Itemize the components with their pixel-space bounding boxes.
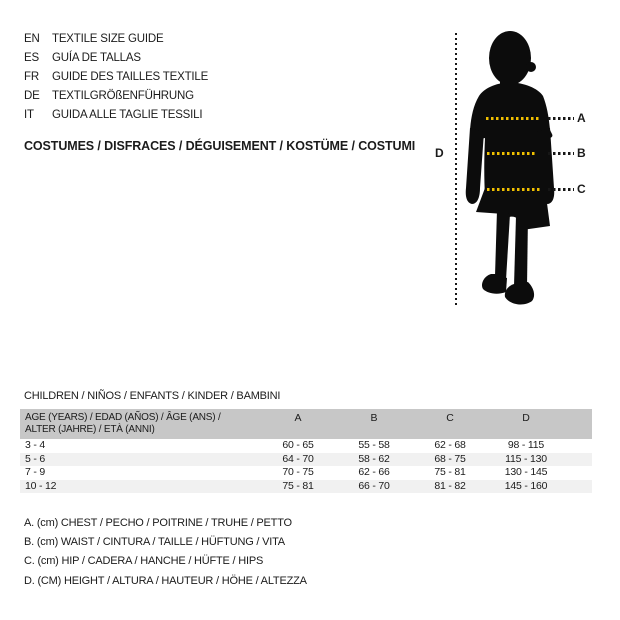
hip-cell: 62 - 68 bbox=[434, 439, 466, 451]
height-cell: 145 - 160 bbox=[504, 479, 548, 492]
hip-measure-leader-line bbox=[548, 188, 574, 191]
measurement-legend bbox=[24, 514, 307, 591]
column-header-a: A bbox=[294, 412, 302, 424]
waist-cell: 58 - 62 bbox=[358, 452, 390, 465]
page-title: COSTUMES / DISFRACES / DÉGUISEMENT / KOSTÜME / COSTUMI bbox=[24, 139, 416, 153]
height-measure-dotted-line bbox=[455, 33, 457, 307]
size-table bbox=[20, 409, 592, 493]
language-row-fr bbox=[24, 68, 208, 87]
language-label: GUIDA ALLE TAGLIE TESSILI bbox=[52, 109, 203, 121]
waist-measure-leader-line bbox=[548, 152, 574, 155]
chest-cell: 75 - 81 bbox=[282, 479, 314, 492]
age-cell: 5 - 6 bbox=[25, 452, 46, 465]
chest-measure-dotted-line bbox=[486, 117, 539, 120]
age-column-header-line2: ALTER (JAHRE) / ETÀ (ANNI) bbox=[25, 424, 155, 435]
table-row bbox=[20, 453, 592, 467]
column-header-c: C bbox=[446, 412, 454, 424]
language-row-en bbox=[24, 30, 208, 49]
row-right-spacer bbox=[564, 453, 592, 467]
language-row-es bbox=[24, 49, 208, 68]
language-code: FR bbox=[24, 71, 39, 83]
measure-label-d: D bbox=[435, 146, 444, 160]
measure-label-c: C bbox=[577, 182, 586, 196]
height-cell: 98 - 115 bbox=[507, 439, 545, 451]
child-silhouette-icon bbox=[460, 30, 560, 308]
language-label: TEXTILE SIZE GUIDE bbox=[52, 33, 164, 45]
hip-cell: 81 - 82 bbox=[434, 479, 466, 492]
waist-cell: 62 - 66 bbox=[358, 466, 390, 478]
language-row-it bbox=[24, 106, 208, 125]
language-code: IT bbox=[24, 109, 34, 121]
measure-label-b: B bbox=[577, 146, 586, 160]
language-label: GUIDE DES TAILLES TEXTILE bbox=[52, 71, 209, 83]
row-right-spacer bbox=[564, 466, 592, 480]
language-label: GUÍA DE TALLAS bbox=[52, 52, 141, 64]
chest-measure-leader-line bbox=[548, 117, 574, 120]
language-code: ES bbox=[24, 52, 39, 64]
height-cell: 130 - 145 bbox=[504, 466, 548, 478]
measure-label-a: A bbox=[577, 111, 586, 125]
language-guide-list bbox=[24, 30, 208, 125]
size-table-header bbox=[20, 409, 592, 439]
row-right-spacer bbox=[564, 439, 592, 453]
language-code: EN bbox=[24, 33, 40, 45]
table-row bbox=[20, 466, 592, 480]
hip-measure-dotted-line bbox=[487, 188, 540, 191]
legend-item-hip: C. (cm) HIP / CADERA / HANCHE / HÜFTE / HIPS bbox=[24, 555, 264, 568]
children-section-title: CHILDREN / NIÑOS / ENFANTS / KINDER / BAMBINI bbox=[24, 390, 281, 402]
age-column-header bbox=[20, 409, 260, 436]
language-code: DE bbox=[24, 90, 40, 102]
chest-cell: 64 - 70 bbox=[282, 452, 314, 465]
table-row bbox=[20, 480, 592, 494]
chest-cell: 60 - 65 bbox=[282, 439, 314, 451]
waist-cell: 55 - 58 bbox=[358, 439, 390, 451]
language-label: TEXTILGRÖßENFÜHRUNG bbox=[52, 90, 194, 102]
age-cell: 7 - 9 bbox=[25, 466, 46, 478]
age-column-header-line1: AGE (YEARS) / EDAD (AÑOS) / ÂGE (ANS) / bbox=[25, 412, 221, 423]
table-row bbox=[20, 439, 592, 453]
waist-cell: 66 - 70 bbox=[358, 479, 390, 492]
legend-item-height: D. (CM) HEIGHT / ALTURA / HAUTEUR / HÖHE / ALTEZZA bbox=[24, 574, 307, 587]
row-right-spacer bbox=[564, 480, 592, 494]
chest-cell: 70 - 75 bbox=[282, 466, 314, 478]
legend-item-waist: B. (cm) WAIST / CINTURA / TAILLE / HÜFTUNG / VITA bbox=[24, 536, 285, 549]
hip-cell: 75 - 81 bbox=[434, 466, 466, 478]
column-header-b: B bbox=[370, 412, 378, 424]
age-cell: 10 - 12 bbox=[25, 479, 57, 492]
waist-measure-dotted-line bbox=[487, 152, 536, 155]
height-cell: 115 - 130 bbox=[505, 452, 547, 465]
hip-cell: 68 - 75 bbox=[434, 452, 466, 465]
legend-item-chest: A. (cm) CHEST / PECHO / POITRINE / TRUHE / PETTO bbox=[24, 517, 292, 529]
column-header-d: D bbox=[522, 412, 530, 424]
age-cell: 3 - 4 bbox=[25, 439, 46, 451]
language-row-de bbox=[24, 87, 208, 106]
